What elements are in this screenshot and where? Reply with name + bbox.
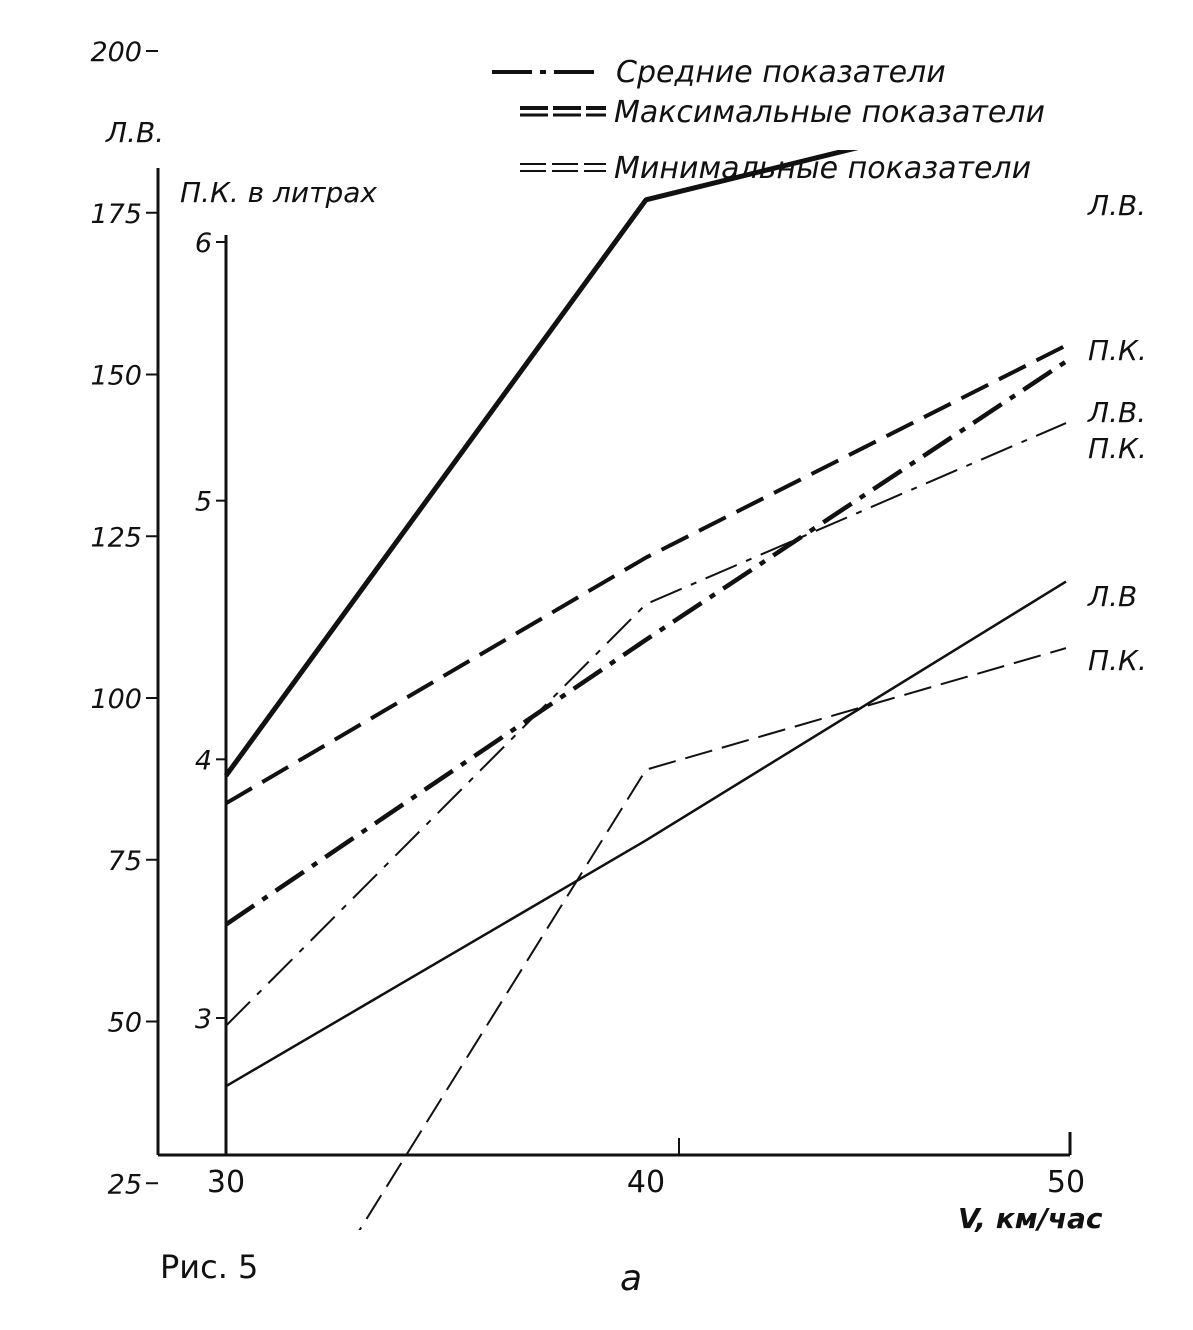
series-line-3 (226, 423, 1066, 1026)
legend-label-min: Минимальные показатели (614, 151, 1032, 186)
x-ticks (207, 1165, 1085, 1200)
left-y-tick-label-125: 125 (90, 522, 142, 554)
x-tick-label-50: 50 (1046, 1165, 1086, 1200)
right-y-tick-label-6: 6 (194, 228, 212, 259)
left-y-tick-label-50: 50 (107, 1007, 142, 1039)
legend (492, 55, 1045, 186)
left-y-tick-label-25: 25 (107, 1169, 142, 1201)
right-y-ticks (195, 228, 226, 1035)
left-y-tick-label-75: 75 (107, 845, 142, 877)
right-y-tick-label-3: 3 (194, 1004, 212, 1035)
series-end-label-3: П.К. (1088, 432, 1147, 465)
figure-caption: Рис. 5 (160, 1248, 259, 1286)
x-tick-label-30: 30 (206, 1165, 246, 1200)
left-y-axis-title: Л.В. (106, 116, 165, 149)
x-tick-label-40: 40 (626, 1165, 666, 1200)
left-y-tick-label-175: 175 (90, 198, 142, 230)
series-layer (226, 96, 1066, 1325)
x-axis-title: V, км/час (958, 1202, 1103, 1235)
legend-label-avg: Средние показатели (616, 55, 946, 90)
right-y-axis-title: П.К. в литрах (180, 176, 377, 209)
legend-label-max: Максимальные показатели (614, 95, 1045, 130)
series-line-1 (226, 345, 1066, 803)
series-end-label-5: П.К. (1088, 644, 1147, 677)
panel-label: а (620, 1258, 643, 1299)
series-end-labels (1087, 189, 1147, 677)
left-y-tick-label-150: 150 (90, 360, 142, 392)
series-end-label-0: Л.В. (1088, 189, 1147, 222)
right-y-tick-label-4: 4 (194, 745, 212, 777)
series-line-5 (226, 648, 1066, 1325)
series-end-label-4: Л.В (1088, 580, 1138, 613)
left-y-ticks (90, 37, 158, 1200)
series-end-label-1: П.К. (1088, 334, 1147, 367)
left-y-tick-label-100: 100 (90, 684, 142, 715)
right-y-tick-label-5: 5 (194, 486, 212, 518)
series-line-4 (226, 582, 1066, 1087)
series-end-label-2: Л.В. (1088, 396, 1147, 429)
left-y-tick-label-200: 200 (90, 37, 142, 68)
